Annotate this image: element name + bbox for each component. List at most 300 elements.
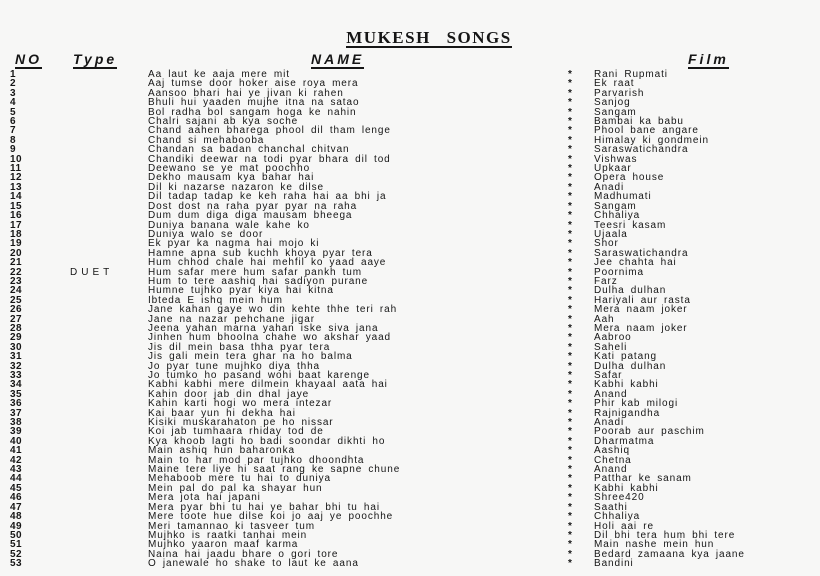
- song-name: Chandan sa badan chanchal chitvan: [148, 144, 350, 156]
- table-row: [0, 145, 820, 154]
- film-name: Bandini: [594, 558, 634, 570]
- star-marker: *: [568, 492, 573, 504]
- song-name: Aansoo bhari hai ye jivan ki rahen: [148, 87, 344, 99]
- row-number: 43: [10, 464, 23, 476]
- row-type: [70, 136, 148, 146]
- film-name: Parvarish: [594, 87, 645, 99]
- row-type: [70, 333, 148, 343]
- table-row: [0, 70, 820, 79]
- table-row: [0, 249, 820, 258]
- song-name: Humne tujhko pyar kiya hai kitna: [148, 285, 334, 297]
- table-row: [0, 427, 820, 436]
- song-name: Mujhko is raatki tanhai mein: [148, 529, 308, 541]
- table-row: [0, 202, 820, 211]
- song-name: Bhuli hui yaaden mujhe itna na satao: [148, 97, 360, 109]
- table-row: [0, 89, 820, 98]
- row-type: [70, 465, 148, 475]
- row-number: 16: [10, 210, 23, 222]
- film-name: Anand: [594, 388, 628, 400]
- star-marker: *: [568, 473, 573, 485]
- row-type: [70, 343, 148, 353]
- song-name: Main to har mod par tujhko dhoondhta: [148, 454, 365, 466]
- row-number: 52: [10, 548, 23, 560]
- row-type: [70, 155, 148, 165]
- table-row: [0, 258, 820, 267]
- table-row: [0, 474, 820, 483]
- song-name: Duniya walo se door: [148, 228, 264, 240]
- song-name: Mera pyar bhi tu hai ye bahar bhi tu hai: [148, 501, 380, 513]
- film-name: Madhumati: [594, 191, 652, 203]
- table-row: [0, 268, 820, 277]
- film-name: Chhaliya: [594, 210, 641, 222]
- table-row: [0, 305, 820, 314]
- film-name: Upkaar: [594, 163, 632, 175]
- star-marker: *: [568, 520, 573, 532]
- row-type: [70, 418, 148, 428]
- song-name: Jane na nazar pehchane jigar: [148, 313, 315, 325]
- column-header-type: Type: [73, 51, 118, 67]
- table-row: [0, 352, 820, 361]
- film-name: Anadi: [594, 417, 625, 429]
- table-row: [0, 155, 820, 164]
- star-marker: *: [568, 144, 573, 156]
- row-number: 42: [10, 454, 23, 466]
- film-name: Dulha dulhan: [594, 360, 667, 372]
- table-row: [0, 164, 820, 173]
- table-row: [0, 333, 820, 342]
- table-row: [0, 296, 820, 305]
- film-name: Phool bane angare: [594, 125, 699, 137]
- table-row: [0, 343, 820, 352]
- table-row: [0, 79, 820, 88]
- table-row: [0, 324, 820, 333]
- film-name: Jee chahta hai: [594, 257, 677, 269]
- song-name: Dil tadap tadap ke keh raha hai aa bhi ja: [148, 191, 387, 203]
- row-number: 36: [10, 398, 23, 410]
- row-number: 15: [10, 200, 23, 212]
- song-name: Jis gali mein tera ghar na ho balma: [148, 351, 353, 363]
- song-name: Jo pyar tune mujhko diya thha: [148, 360, 321, 372]
- star-marker: *: [568, 163, 573, 175]
- row-number: 46: [10, 492, 23, 504]
- table-row: [0, 136, 820, 145]
- song-name: Dekho mausam kya bahar hai: [148, 172, 315, 184]
- song-name: Jo tumko ho pasand wohi baat karenge: [148, 370, 370, 381]
- star-marker: *: [568, 370, 573, 381]
- row-type: [70, 503, 148, 513]
- song-name: Kya khoob lagti ho badi soondar dikhti ho: [148, 435, 386, 447]
- star-marker: *: [568, 172, 573, 184]
- row-number: 41: [10, 445, 23, 457]
- table-row: [0, 465, 820, 474]
- table-row: [0, 239, 820, 248]
- song-name: Bol radha bol sangam hoga ke nahin: [148, 106, 357, 118]
- row-type: [70, 362, 148, 372]
- column-header-no: NO: [15, 51, 42, 67]
- table-row: [0, 108, 820, 117]
- film-name: Hariyali aur rasta: [594, 294, 691, 306]
- row-number: 3: [10, 87, 17, 99]
- song-name: Dum dum diga diga mausam bheega: [148, 210, 353, 222]
- row-type: [70, 145, 148, 155]
- film-name: Farz: [594, 275, 618, 287]
- song-name: Ek pyar ka nagma hai mojo ki: [148, 238, 320, 250]
- song-name: Hum chhod chale hai mehfil ko yaad aaye: [148, 257, 387, 269]
- film-name: Poorab aur paschim: [594, 426, 705, 438]
- film-name: Dharmatma: [594, 435, 655, 447]
- row-number: 19: [10, 238, 23, 250]
- film-name: Ek raat: [594, 78, 635, 90]
- film-name: Sangam: [594, 200, 637, 212]
- film-name: Aabroo: [594, 332, 632, 344]
- film-name: Aashiq: [594, 445, 630, 457]
- row-type: [70, 286, 148, 296]
- star-marker: *: [568, 313, 573, 325]
- song-name: Naina hai jaadu bhare o gori tore: [148, 548, 339, 560]
- row-number: 14: [10, 191, 23, 203]
- song-name: Maine tere liye hi saat rang ke sapne chune: [148, 464, 401, 476]
- row-number: 39: [10, 426, 23, 438]
- star-marker: *: [568, 435, 573, 447]
- film-name: Ujaala: [594, 228, 628, 240]
- film-name: Aah: [594, 313, 615, 325]
- row-type: [70, 79, 148, 89]
- film-name: Anand: [594, 464, 628, 476]
- film-name: Bedard zamaana kya jaane: [594, 548, 745, 560]
- row-number: 24: [10, 285, 23, 297]
- song-name: Dost dost na raha pyar pyar na raha: [148, 200, 358, 212]
- film-name: Kabhi kabhi: [594, 482, 659, 494]
- song-name: Aaj tumse door hoker aise roya mera: [148, 78, 359, 90]
- star-marker: *: [568, 511, 573, 523]
- star-marker: *: [568, 69, 573, 80]
- song-name: Hamne apna sub kuchh khoya pyar tera: [148, 247, 373, 259]
- row-type: [70, 380, 148, 390]
- row-type: [70, 89, 148, 99]
- row-type: [70, 277, 148, 287]
- table-row: [0, 211, 820, 220]
- film-name: Vishwas: [594, 153, 638, 165]
- film-name: Saraswatichandra: [594, 247, 689, 259]
- film-name: Mera naam joker: [594, 304, 688, 316]
- song-name: Mehaboob mere tu hai to duniya: [148, 473, 331, 485]
- film-name: Dil bhi tera hum bhi tere: [594, 529, 736, 541]
- star-marker: *: [568, 125, 573, 137]
- table-row: [0, 98, 820, 107]
- row-number: 7: [10, 125, 17, 137]
- star-marker: *: [568, 341, 573, 353]
- song-name: Mere toote hue dilse koi jo aaj ye poochhe: [148, 511, 394, 523]
- film-name: Patthar ke sanam: [594, 473, 692, 485]
- film-name: Rani Rupmati: [594, 69, 668, 80]
- star-marker: *: [568, 388, 573, 400]
- page-title: MUKESH SONGS: [346, 28, 512, 47]
- row-type: [70, 117, 148, 127]
- row-number: 2: [10, 78, 17, 90]
- row-type: [70, 164, 148, 174]
- star-marker: *: [568, 228, 573, 240]
- row-number: 20: [10, 247, 23, 259]
- row-type: [70, 437, 148, 447]
- row-type: [70, 352, 148, 362]
- film-name: Chhaliya: [594, 511, 641, 523]
- row-number: 6: [10, 116, 17, 128]
- row-type: [70, 70, 148, 80]
- row-type: [70, 315, 148, 325]
- song-name: Chandiki deewar na todi pyar bhara dil tod: [148, 153, 391, 165]
- star-marker: *: [568, 285, 573, 297]
- row-type: [70, 249, 148, 259]
- row-type: [70, 427, 148, 437]
- table-row: [0, 446, 820, 455]
- column-header-name: NAME: [311, 51, 365, 67]
- table-row: [0, 390, 820, 399]
- table-row: [0, 484, 820, 493]
- row-number: 49: [10, 520, 23, 532]
- star-marker: *: [568, 529, 573, 541]
- row-number: 12: [10, 172, 23, 184]
- film-name: Saheli: [594, 341, 628, 353]
- star-marker: *: [568, 181, 573, 193]
- song-name: Mera jota hai japani: [148, 492, 261, 504]
- film-name: Anadi: [594, 181, 625, 193]
- row-type: [70, 126, 148, 136]
- star-marker: *: [568, 407, 573, 419]
- row-number: 48: [10, 511, 23, 523]
- star-marker: *: [568, 134, 573, 146]
- row-type: [70, 550, 148, 560]
- row-number: 53: [10, 558, 23, 570]
- film-name: Mera naam joker: [594, 322, 688, 334]
- title-row: [0, 29, 820, 48]
- star-marker: *: [568, 78, 573, 90]
- star-marker: *: [568, 539, 573, 551]
- row-number: 23: [10, 275, 23, 287]
- star-marker: *: [568, 304, 573, 316]
- row-type: [70, 211, 148, 221]
- row-number: 51: [10, 539, 23, 551]
- film-name: Saathi: [594, 501, 628, 513]
- row-number: 10: [10, 153, 23, 165]
- film-name: Teesri kasam: [594, 219, 667, 231]
- row-type: [70, 296, 148, 306]
- song-name: Kai baar yun hi dekha hai: [148, 407, 296, 419]
- row-type: [70, 221, 148, 231]
- row-type: [70, 409, 148, 419]
- song-name: Chand aahen bharega phool dil tham lenge: [148, 125, 391, 137]
- song-name: Ibteda E ishq mein hum: [148, 294, 283, 306]
- row-number: 32: [10, 360, 23, 372]
- star-marker: *: [568, 417, 573, 429]
- row-number: 35: [10, 388, 23, 400]
- row-type: [70, 371, 148, 381]
- film-name: Poornima: [594, 266, 644, 278]
- row-number: 30: [10, 341, 23, 353]
- row-type: [70, 484, 148, 494]
- song-name: O janewale ho shake to laut ke aana: [148, 558, 359, 570]
- song-name: Jane kahan gaye wo din kehte thhe teri rah: [148, 304, 398, 316]
- star-marker: *: [568, 294, 573, 306]
- row-number: 13: [10, 181, 23, 193]
- row-type: [70, 324, 148, 334]
- star-marker: *: [568, 238, 573, 250]
- row-number: 5: [10, 106, 17, 118]
- song-name: Hum to tere aashiq hai sadiyon purane: [148, 275, 369, 287]
- row-number: 31: [10, 351, 23, 363]
- table-row: [0, 493, 820, 502]
- table-row: [0, 550, 820, 559]
- film-name: Phir kab milogi: [594, 398, 679, 410]
- row-number: 1: [10, 69, 17, 80]
- film-name: Kabhi kabhi: [594, 379, 659, 391]
- star-marker: *: [568, 219, 573, 231]
- song-name: Hum safar mere hum safar pankh tum: [148, 266, 362, 278]
- table-row: [0, 380, 820, 389]
- row-type: [70, 540, 148, 550]
- row-number: 29: [10, 332, 23, 344]
- row-number: 8: [10, 134, 17, 146]
- song-name: Jeena yahan marna yahan iske siva jana: [148, 322, 379, 334]
- star-marker: *: [568, 426, 573, 438]
- table-row: [0, 437, 820, 446]
- song-name: Jis dil mein basa thha pyar tera: [148, 341, 331, 353]
- film-name: Dulha dulhan: [594, 285, 667, 297]
- table-row: [0, 456, 820, 465]
- row-number: 40: [10, 435, 23, 447]
- star-marker: *: [568, 247, 573, 259]
- row-type: [70, 305, 148, 315]
- row-number: 25: [10, 294, 23, 306]
- film-name: Shor: [594, 238, 619, 250]
- row-type: DUET: [70, 266, 114, 278]
- song-name: Mein pal do pal ka shayar hun: [148, 482, 323, 494]
- row-type: [70, 173, 148, 183]
- song-name: Duniya banana wale kahe ko: [148, 219, 310, 231]
- row-type: [70, 512, 148, 522]
- song-name: Chand si mehabooba: [148, 134, 265, 146]
- row-number: 22: [10, 266, 23, 278]
- star-marker: *: [568, 210, 573, 222]
- film-name: Shree420: [594, 492, 645, 504]
- star-marker: *: [568, 266, 573, 278]
- table-row: [0, 192, 820, 201]
- row-type: [70, 531, 148, 541]
- row-number: 17: [10, 219, 23, 231]
- film-name: Holi aai re: [594, 520, 654, 532]
- film-name: Chetna: [594, 454, 632, 466]
- song-name: Koi jab tumhaara rhiday tod de: [148, 426, 324, 438]
- row-type: [70, 399, 148, 409]
- star-marker: *: [568, 322, 573, 334]
- row-number: 11: [10, 163, 22, 175]
- row-number: 4: [10, 97, 17, 109]
- row-number: 18: [10, 228, 23, 240]
- row-type: [70, 230, 148, 240]
- star-marker: *: [568, 116, 573, 128]
- song-name: Kahin karti hogi wo mera intezar: [148, 398, 333, 410]
- star-marker: *: [568, 482, 573, 494]
- film-name: Sangam: [594, 106, 637, 118]
- row-type: [70, 456, 148, 466]
- row-number: 37: [10, 407, 23, 419]
- row-type: [70, 108, 148, 118]
- table-row: [0, 183, 820, 192]
- table-row: [0, 503, 820, 512]
- table-row: [0, 277, 820, 286]
- film-name: Rajnigandha: [594, 407, 661, 419]
- row-type: [70, 559, 148, 569]
- song-name: Kahin door jab din dhal jaye: [148, 388, 310, 400]
- row-number: 38: [10, 417, 23, 429]
- row-type: [70, 192, 148, 202]
- row-number: 26: [10, 304, 23, 316]
- star-marker: *: [568, 445, 573, 457]
- star-marker: *: [568, 200, 573, 212]
- star-marker: *: [568, 87, 573, 99]
- film-name: Saraswatichandra: [594, 144, 689, 156]
- row-type: [70, 474, 148, 484]
- table-row: [0, 221, 820, 230]
- star-marker: *: [568, 191, 573, 203]
- row-number: 50: [10, 529, 23, 541]
- row-number: 27: [10, 313, 23, 325]
- row-number: 34: [10, 379, 23, 391]
- row-type: [70, 239, 148, 249]
- table-row: [0, 173, 820, 182]
- star-marker: *: [568, 351, 573, 363]
- star-marker: *: [568, 106, 573, 118]
- star-marker: *: [568, 464, 573, 476]
- star-marker: *: [568, 548, 573, 560]
- row-number: 9: [10, 144, 17, 156]
- song-name: Kabhi kabhi mere dilmein khayaal aata hai: [148, 379, 388, 391]
- table-row: [0, 230, 820, 239]
- table-row: [0, 286, 820, 295]
- star-marker: *: [568, 332, 573, 344]
- song-name: Aa laut ke aaja mere mit: [148, 69, 290, 80]
- film-name: Safar: [594, 370, 623, 381]
- star-marker: *: [568, 257, 573, 269]
- table-row: [0, 362, 820, 371]
- table-row: [0, 559, 820, 568]
- star-marker: *: [568, 501, 573, 513]
- film-name: Himalay ki gondmein: [594, 134, 709, 146]
- row-number: 21: [10, 257, 23, 269]
- row-type: [70, 446, 148, 456]
- row-type: [70, 493, 148, 503]
- film-name: Bambai ka babu: [594, 116, 684, 128]
- star-marker: *: [568, 97, 573, 109]
- row-type: [70, 390, 148, 400]
- table-row: [0, 512, 820, 521]
- table-row: [0, 399, 820, 408]
- star-marker: *: [568, 275, 573, 287]
- row-number: 47: [10, 501, 23, 513]
- song-name: Mujhko yaaron maaf karma: [148, 539, 299, 551]
- song-name: Chalri sajani ab kya soche: [148, 116, 299, 128]
- film-name: Kati patang: [594, 351, 657, 363]
- song-name: Deewano se ye mat poochho: [148, 163, 311, 175]
- row-type: [70, 183, 148, 193]
- row-type: [70, 522, 148, 532]
- song-name: Dil ki nazarse nazaron ke dilse: [148, 181, 325, 193]
- table-row: [0, 371, 820, 380]
- song-name: Kisiki muskarahaton pe ho nissar: [148, 417, 334, 429]
- row-number: 28: [10, 322, 23, 334]
- row-number: 44: [10, 473, 23, 485]
- star-marker: *: [568, 454, 573, 466]
- song-table: [0, 70, 820, 569]
